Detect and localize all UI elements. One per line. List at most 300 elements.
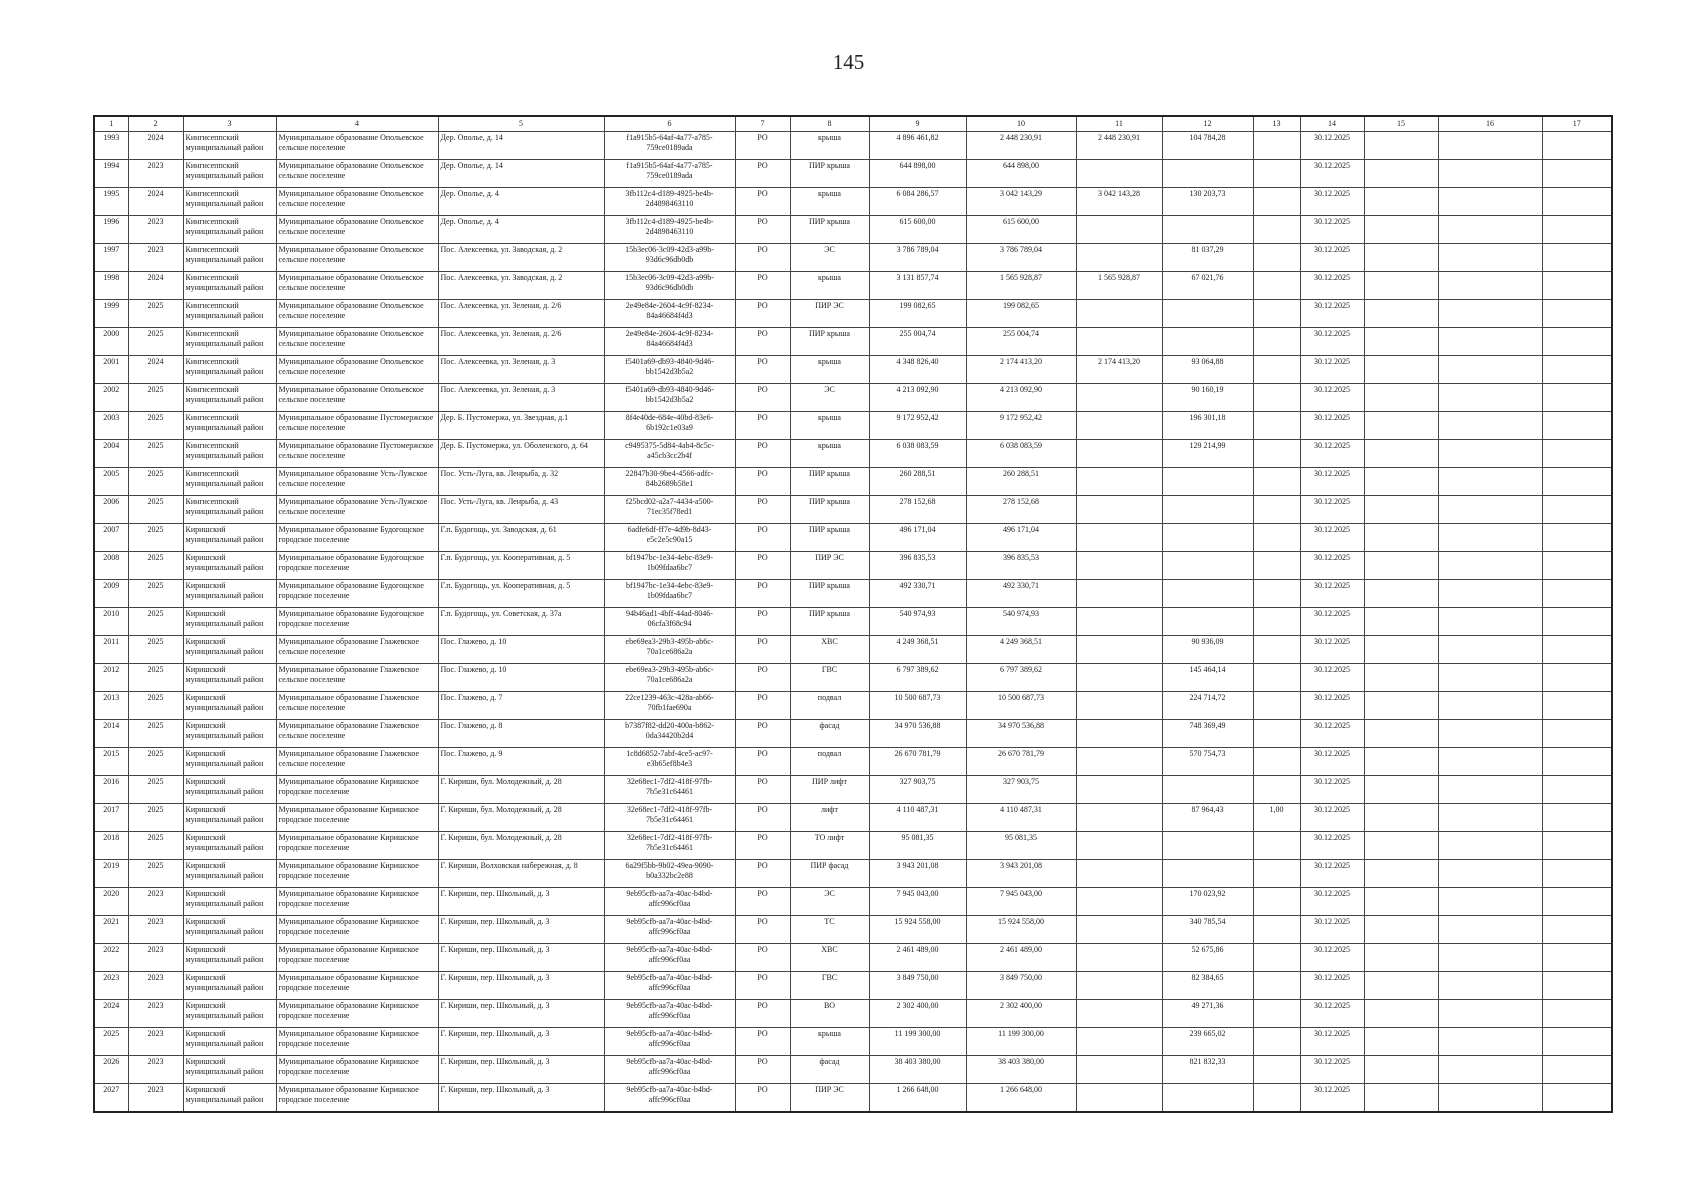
table-cell: 327 903,75 [869, 776, 966, 804]
column-header: 8 [790, 116, 869, 132]
table-cell [1253, 972, 1300, 1000]
table-cell: РО [735, 384, 790, 412]
table-cell [1364, 384, 1438, 412]
table-cell [1364, 524, 1438, 552]
table-cell: 644 898,00 [966, 160, 1076, 188]
table-cell: Пос. Глажево, д. 9 [438, 748, 604, 776]
table-cell: Киришский муниципальный район [183, 664, 276, 692]
table-cell [1076, 860, 1162, 888]
table-cell [1162, 216, 1253, 244]
table-cell: 2025 [128, 720, 183, 748]
table-cell: Г. Кириши, пер. Школьный, д. 3 [438, 1056, 604, 1084]
table-cell [1542, 1000, 1612, 1028]
table-cell [1542, 888, 1612, 916]
table-cell: ПИР крыша [790, 216, 869, 244]
table-cell: Г. Кириши, бул. Молодежный, д. 28 [438, 776, 604, 804]
table-cell: 30.12.2025 [1300, 160, 1364, 188]
table-cell: Г. Кириши, пер. Школьный, д. 3 [438, 972, 604, 1000]
table-cell: 9eb95cfb-aa7a-40ac-b4bd-affc996cf0aa [604, 888, 735, 916]
table-cell: РО [735, 1056, 790, 1084]
table-cell [1253, 664, 1300, 692]
table-cell: 2025 [128, 496, 183, 524]
table-cell [1253, 916, 1300, 944]
table-cell [1542, 468, 1612, 496]
table-cell [1364, 468, 1438, 496]
table-cell [1364, 720, 1438, 748]
table-cell [1364, 300, 1438, 328]
table-cell [1364, 244, 1438, 272]
table-cell: 2 174 413,20 [966, 356, 1076, 384]
table-cell: 30.12.2025 [1300, 244, 1364, 272]
table-cell: РО [735, 468, 790, 496]
table-cell: 748 369,49 [1162, 720, 1253, 748]
table-cell: 1997 [94, 244, 128, 272]
table-cell: Муниципальное образование Глажевское сельское поселение [276, 692, 438, 720]
table-cell: 30.12.2025 [1300, 748, 1364, 776]
table-cell: РО [735, 580, 790, 608]
table-cell [1162, 580, 1253, 608]
table-cell: 30.12.2025 [1300, 272, 1364, 300]
table-cell: Г.п. Будогощь, ул. Заводская, д. 61 [438, 524, 604, 552]
table-cell: 30.12.2025 [1300, 1000, 1364, 1028]
table-cell [1253, 272, 1300, 300]
table-cell: 2023 [128, 972, 183, 1000]
table-cell [1162, 496, 1253, 524]
table-cell [1438, 1000, 1542, 1028]
table-cell: 6 797 389,62 [869, 664, 966, 692]
table-row [94, 328, 1612, 356]
table-cell [1076, 412, 1162, 440]
table-cell: Муниципальное образование Киришское городское поселение [276, 1000, 438, 1028]
table-cell: 30.12.2025 [1300, 860, 1364, 888]
table-cell: Кингисеппский муниципальный район [183, 412, 276, 440]
table-cell [1364, 1028, 1438, 1056]
table-cell [1438, 300, 1542, 328]
table-row [94, 300, 1612, 328]
table-cell: крыша [790, 272, 869, 300]
table-cell: РО [735, 608, 790, 636]
table-cell: Муниципальное образование Глажевское сельское поселение [276, 636, 438, 664]
table-cell: 2025 [128, 524, 183, 552]
table-cell: 644 898,00 [869, 160, 966, 188]
table-cell: bf1947bc-1e34-4ebc-83e9-1b09fdaa6bc7 [604, 552, 735, 580]
table-cell: 15b3ec06-3c09-42d3-a99b-93d6c96db0db [604, 272, 735, 300]
table-cell: Пос. Усть-Луга, кв. Ленрыба, д. 43 [438, 496, 604, 524]
table-cell: ПИР крыша [790, 608, 869, 636]
table-row [94, 832, 1612, 860]
table-cell: 239 665,02 [1162, 1028, 1253, 1056]
table-cell: 2025 [128, 748, 183, 776]
table-cell: 278 152,68 [869, 496, 966, 524]
table-cell: 255 004,74 [869, 328, 966, 356]
table-cell: 199 082,65 [966, 300, 1076, 328]
table-cell: 3 131 857,74 [869, 272, 966, 300]
table-row [94, 188, 1612, 216]
table-cell [1542, 132, 1612, 160]
table-cell [1253, 552, 1300, 580]
column-header: 3 [183, 116, 276, 132]
table-cell [1162, 1084, 1253, 1113]
table-cell: 3fb112c4-d189-4925-be4b-2d4898463110 [604, 216, 735, 244]
table-cell [1364, 832, 1438, 860]
table-cell [1076, 524, 1162, 552]
table-row [94, 916, 1612, 944]
page-number: 145 [832, 50, 865, 74]
table-cell: Г. Кириши, пер. Школьный, д. 3 [438, 888, 604, 916]
table-cell: 1 266 648,00 [966, 1084, 1076, 1113]
table-cell [1438, 636, 1542, 664]
table-cell [1542, 664, 1612, 692]
table-row [94, 692, 1612, 720]
table-cell: 30.12.2025 [1300, 888, 1364, 916]
table-cell: 2 302 400,00 [966, 1000, 1076, 1028]
table-cell [1162, 160, 1253, 188]
table-cell: 4 249 368,51 [966, 636, 1076, 664]
table-cell [1542, 552, 1612, 580]
table-cell [1076, 888, 1162, 916]
table-cell [1438, 832, 1542, 860]
table-cell: РО [735, 356, 790, 384]
table-cell: f1a915b5-64af-4a77-a785-759ce0189ada [604, 160, 735, 188]
table-cell: Г. Кириши, пер. Школьный, д. 3 [438, 1000, 604, 1028]
table-cell: 2011 [94, 636, 128, 664]
column-header: 5 [438, 116, 604, 132]
table-cell [1438, 132, 1542, 160]
table-cell: 30.12.2025 [1300, 1028, 1364, 1056]
table-cell [1364, 636, 1438, 664]
table-cell: 30.12.2025 [1300, 916, 1364, 944]
table-cell: Муниципальное образование Опольевское сельское поселение [276, 272, 438, 300]
table-cell: 2025 [128, 804, 183, 832]
table-cell [1542, 804, 1612, 832]
table-cell: 49 271,36 [1162, 1000, 1253, 1028]
table-cell [1253, 776, 1300, 804]
table-cell: Муниципальное образование Киришское городское поселение [276, 804, 438, 832]
table-cell: 2016 [94, 776, 128, 804]
table-row [94, 132, 1612, 160]
table-cell: Киришский муниципальный район [183, 692, 276, 720]
table-cell: 615 600,00 [869, 216, 966, 244]
table-cell: 496 171,04 [869, 524, 966, 552]
table-cell: 3 943 201,08 [966, 860, 1076, 888]
table-cell [1076, 216, 1162, 244]
table-cell: Киришский муниципальный район [183, 916, 276, 944]
table-cell: РО [735, 524, 790, 552]
table-cell: 9eb95cfb-aa7a-40ac-b4bd-affc996cf0aa [604, 1000, 735, 1028]
table-row [94, 1056, 1612, 1084]
table-cell: 30.12.2025 [1300, 972, 1364, 1000]
table-row [94, 860, 1612, 888]
table-cell: 34 970 536,88 [869, 720, 966, 748]
table-cell: РО [735, 888, 790, 916]
table-cell: Кингисеппский муниципальный район [183, 496, 276, 524]
table-cell: 90 936,09 [1162, 636, 1253, 664]
table-row [94, 888, 1612, 916]
table-cell [1076, 496, 1162, 524]
table-cell: 2025 [128, 300, 183, 328]
table-cell [1438, 608, 1542, 636]
table-cell: 260 288,51 [869, 468, 966, 496]
table-cell [1364, 1000, 1438, 1028]
table-cell [1253, 608, 1300, 636]
table-cell [1162, 860, 1253, 888]
table-cell: РО [735, 636, 790, 664]
table-cell [1542, 860, 1612, 888]
table-cell [1364, 580, 1438, 608]
table-cell: Киришский муниципальный район [183, 860, 276, 888]
table-cell: 1 565 928,87 [1076, 272, 1162, 300]
table-cell: 2024 [128, 272, 183, 300]
table-cell [1253, 1084, 1300, 1113]
table-cell: 2005 [94, 468, 128, 496]
table-cell: 30.12.2025 [1300, 580, 1364, 608]
table-cell [1542, 272, 1612, 300]
table-cell: 30.12.2025 [1300, 1084, 1364, 1113]
table-cell [1438, 720, 1542, 748]
table-cell: Киришский муниципальный район [183, 804, 276, 832]
table-cell: 30.12.2025 [1300, 412, 1364, 440]
table-cell: f5401a69-db93-4840-9d46-bb1542d3b5a2 [604, 384, 735, 412]
table-cell: Киришский муниципальный район [183, 720, 276, 748]
table-cell: Кингисеппский муниципальный район [183, 132, 276, 160]
table-cell: Пос. Усть-Луга, кв. Ленрыба, д. 32 [438, 468, 604, 496]
table-cell: Киришский муниципальный район [183, 1056, 276, 1084]
table-cell [1162, 552, 1253, 580]
table-cell: 10 500 687,73 [869, 692, 966, 720]
table-row [94, 160, 1612, 188]
table-cell: 15b3ec06-3c09-42d3-a99b-93d6c96db0db [604, 244, 735, 272]
table-cell: Муниципальное образование Киришское городское поселение [276, 1056, 438, 1084]
table-cell: 3 849 750,00 [966, 972, 1076, 1000]
table-cell [1364, 860, 1438, 888]
table-cell: 26 670 781,79 [966, 748, 1076, 776]
table-cell [1076, 916, 1162, 944]
table-cell: Киришский муниципальный район [183, 776, 276, 804]
table-cell [1076, 1000, 1162, 1028]
table-cell [1076, 468, 1162, 496]
table-cell [1438, 384, 1542, 412]
table-cell: Муниципальное образование Будогощское городское поселение [276, 552, 438, 580]
table-cell: Муниципальное образование Опольевское сельское поселение [276, 300, 438, 328]
table-cell: 2025 [128, 328, 183, 356]
table-cell [1438, 888, 1542, 916]
table-cell: 492 330,71 [966, 580, 1076, 608]
table-cell: 30.12.2025 [1300, 468, 1364, 496]
table-row [94, 720, 1612, 748]
table-cell: 2026 [94, 1056, 128, 1084]
table-cell: Г. Кириши, пер. Школьный, д. 3 [438, 916, 604, 944]
table-cell: лифт [790, 804, 869, 832]
table-cell: 4 213 092,90 [966, 384, 1076, 412]
table-cell [1364, 496, 1438, 524]
table-cell: крыша [790, 132, 869, 160]
table-cell: 2021 [94, 916, 128, 944]
table-cell: Муниципальное образование Пустомержское сельское поселение [276, 440, 438, 468]
table-cell: 7 945 043,00 [966, 888, 1076, 916]
table-cell: ebe69ea3-29b3-495b-ab6c-70a1ce686a2a [604, 636, 735, 664]
table-cell: Киришский муниципальный район [183, 888, 276, 916]
table-cell: РО [735, 1084, 790, 1113]
table-cell: 396 835,53 [966, 552, 1076, 580]
table-cell: 2027 [94, 1084, 128, 1113]
table-cell: 2018 [94, 832, 128, 860]
table-cell [1438, 160, 1542, 188]
table-cell: 2 448 230,91 [1076, 132, 1162, 160]
table-cell: Киришский муниципальный район [183, 1028, 276, 1056]
table-cell [1438, 552, 1542, 580]
table-cell: 2025 [94, 1028, 128, 1056]
table-cell [1542, 636, 1612, 664]
table-cell: РО [735, 160, 790, 188]
table-cell [1542, 300, 1612, 328]
table-cell: 2023 [94, 972, 128, 1000]
table-cell [1438, 776, 1542, 804]
table-cell: 6 084 286,57 [869, 188, 966, 216]
table-cell: 2025 [128, 692, 183, 720]
table-cell: 34 970 536,88 [966, 720, 1076, 748]
table-cell: 2009 [94, 580, 128, 608]
table-body [94, 132, 1612, 1113]
table-cell: b7387f82-dd20-400a-b862-0da34420b2d4 [604, 720, 735, 748]
table-cell: 2 461 489,00 [869, 944, 966, 972]
column-header: 6 [604, 116, 735, 132]
table-cell: Муниципальное образование Киришское городское поселение [276, 860, 438, 888]
table-cell: крыша [790, 188, 869, 216]
table-cell: 9eb95cfb-aa7a-40ac-b4bd-affc996cf0aa [604, 916, 735, 944]
table-cell: Кингисеппский муниципальный район [183, 244, 276, 272]
table-cell: Дер. Б. Пустомержа, ул. Оболенского, д. 64 [438, 440, 604, 468]
table-cell: подвал [790, 748, 869, 776]
table-cell: Муниципальное образование Глажевское сельское поселение [276, 748, 438, 776]
table-cell [1542, 776, 1612, 804]
table-cell: 2024 [128, 132, 183, 160]
table-cell: РО [735, 412, 790, 440]
table-cell: Дер. Ополье, д. 14 [438, 160, 604, 188]
column-header: 13 [1253, 116, 1300, 132]
table-cell: ВО [790, 1000, 869, 1028]
table-cell [1253, 888, 1300, 916]
table-cell: Г.п. Будогощь, ул. Кооперативная, д. 5 [438, 552, 604, 580]
table-cell: Муниципальное образование Глажевское сельское поселение [276, 664, 438, 692]
table-cell: 396 835,53 [869, 552, 966, 580]
table-cell [1438, 188, 1542, 216]
table-cell: 95 081,35 [966, 832, 1076, 860]
table-cell: 9eb95cfb-aa7a-40ac-b4bd-affc996cf0aa [604, 1028, 735, 1056]
table-cell: ПИР ЭС [790, 1084, 869, 1113]
table-cell [1364, 216, 1438, 244]
table-cell: 2e49e84e-2604-4c9f-8234-84a46684f4d3 [604, 328, 735, 356]
table-cell: 540 974,93 [869, 608, 966, 636]
table-cell: 38 403 380,00 [966, 1056, 1076, 1084]
table-cell: 2e49e84e-2604-4c9f-8234-84a46684f4d3 [604, 300, 735, 328]
table-cell: 2008 [94, 552, 128, 580]
table-row [94, 804, 1612, 832]
table-row [94, 440, 1612, 468]
column-header: 14 [1300, 116, 1364, 132]
table-cell: f25bcd02-a2a7-4434-a500-71ec35f78ed1 [604, 496, 735, 524]
table-cell: Кингисеппский муниципальный район [183, 188, 276, 216]
table-cell [1364, 972, 1438, 1000]
table-cell [1542, 1056, 1612, 1084]
table-cell [1438, 1028, 1542, 1056]
table-cell [1253, 132, 1300, 160]
table-cell [1253, 524, 1300, 552]
table-cell [1076, 748, 1162, 776]
table-row [94, 608, 1612, 636]
table-cell: Муниципальное образование Усть-Лужское сельское поселение [276, 496, 438, 524]
table-cell [1253, 384, 1300, 412]
table-cell: 30.12.2025 [1300, 440, 1364, 468]
table-cell: 2025 [128, 552, 183, 580]
table-cell [1438, 860, 1542, 888]
table-cell [1542, 160, 1612, 188]
table-cell: 9 172 952,42 [869, 412, 966, 440]
table-cell [1364, 888, 1438, 916]
table-cell [1162, 300, 1253, 328]
table-cell: Киришский муниципальный район [183, 636, 276, 664]
table-cell [1438, 580, 1542, 608]
table-cell [1364, 552, 1438, 580]
table-cell: Пос. Алексеевка, ул. Зеленая, д. 3 [438, 356, 604, 384]
table-cell: 130 203,73 [1162, 188, 1253, 216]
table-cell: ТО лифт [790, 832, 869, 860]
table-cell: РО [735, 944, 790, 972]
table-row [94, 580, 1612, 608]
column-header: 16 [1438, 116, 1542, 132]
table-row [94, 468, 1612, 496]
table-cell: фасад [790, 1056, 869, 1084]
table-cell: ХВС [790, 944, 869, 972]
table-cell: 9eb95cfb-aa7a-40ac-b4bd-affc996cf0aa [604, 972, 735, 1000]
table-cell: Пос. Алексеевка, ул. Заводская, д. 2 [438, 272, 604, 300]
table-cell [1364, 748, 1438, 776]
table-cell: 30.12.2025 [1300, 636, 1364, 664]
table-cell: ПИР лифт [790, 776, 869, 804]
table-cell: 821 832,33 [1162, 1056, 1253, 1084]
table-cell: Кингисеппский муниципальный район [183, 356, 276, 384]
table-cell [1076, 608, 1162, 636]
table-cell: 22ce1239-463c-428a-ab66-70fb1fae690a [604, 692, 735, 720]
table-cell: ГВС [790, 664, 869, 692]
table-cell: РО [735, 300, 790, 328]
table-cell [1162, 776, 1253, 804]
table-cell: крыша [790, 1028, 869, 1056]
table-cell [1076, 720, 1162, 748]
table-cell [1253, 1000, 1300, 1028]
table-cell: 1999 [94, 300, 128, 328]
table-cell: Муниципальное образование Киришское городское поселение [276, 1084, 438, 1113]
table-cell: 496 171,04 [966, 524, 1076, 552]
table-cell: Пос. Глажево, д. 10 [438, 664, 604, 692]
table-cell: ebe69ea3-29b3-495b-ab6c-70a1ce686a2a [604, 664, 735, 692]
table-cell: 6 797 389,62 [966, 664, 1076, 692]
table-cell: Кингисеппский муниципальный район [183, 160, 276, 188]
table-cell [1253, 244, 1300, 272]
table-cell [1076, 692, 1162, 720]
table-cell: 2015 [94, 748, 128, 776]
table-cell: Пос. Алексеевка, ул. Заводская, д. 2 [438, 244, 604, 272]
table-cell: 2025 [128, 468, 183, 496]
table-cell: ПИР ЭС [790, 300, 869, 328]
table-cell [1438, 440, 1542, 468]
table-cell: Муниципальное образование Будогощское городское поселение [276, 524, 438, 552]
table-cell: 2023 [128, 1084, 183, 1113]
table-cell: ЭС [790, 244, 869, 272]
table-cell: 340 785,54 [1162, 916, 1253, 944]
table-cell: ЭС [790, 888, 869, 916]
table-cell [1542, 384, 1612, 412]
table-cell: РО [735, 832, 790, 860]
